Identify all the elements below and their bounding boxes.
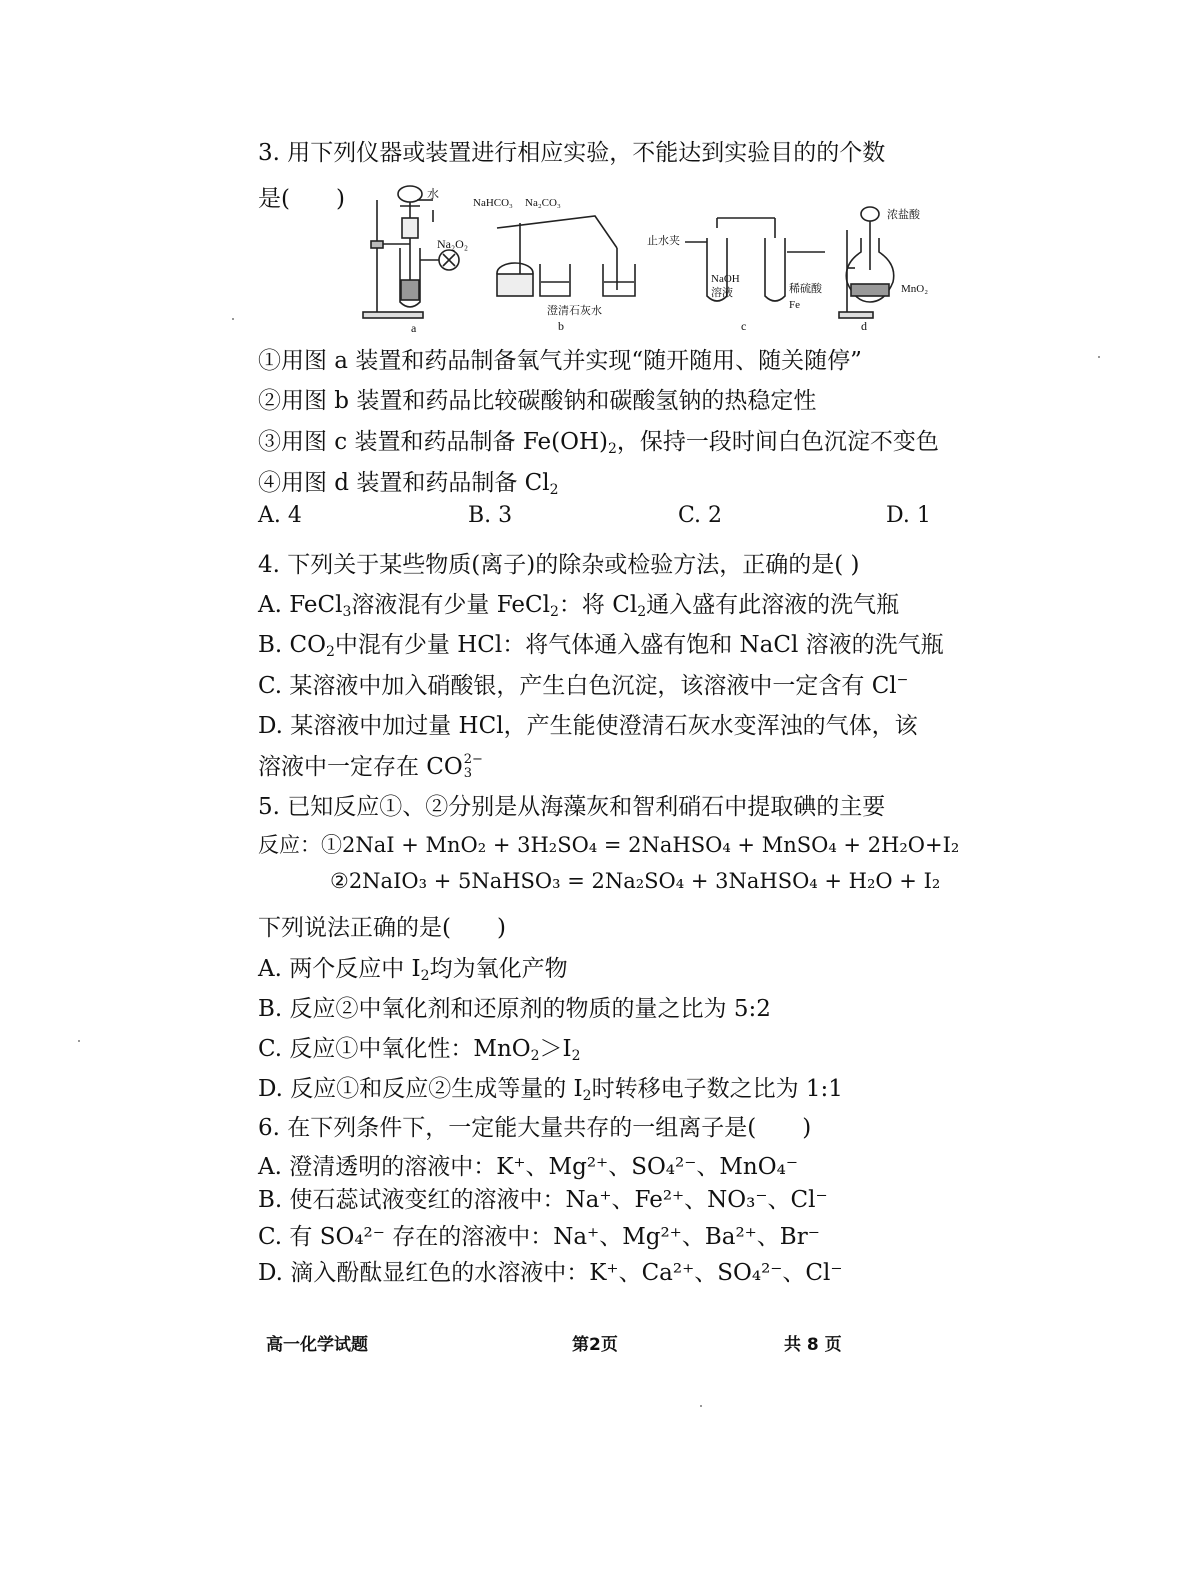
text: A. FeCl <box>258 592 343 618</box>
text: A. 两个反应中 I <box>258 956 421 982</box>
text: 时转移电子数之比为 1:1 <box>591 1076 843 1102</box>
text: 溶液中一定存在 CO <box>258 754 463 780</box>
text: ，保持一段时间白色沉淀不变色 <box>616 429 939 455</box>
text: 均为氧化产物 <box>429 956 568 982</box>
subscript: 2 <box>608 441 617 457</box>
label-na2o2: Na₂O₂ <box>437 237 469 251</box>
label-mno2: MnO₂ <box>901 283 929 295</box>
caption-d: d <box>861 319 867 333</box>
scan-speck <box>78 1040 80 1042</box>
subscript: 3 <box>463 766 473 781</box>
subscript: 2 <box>530 1048 540 1064</box>
q5-option-a <box>258 950 568 983</box>
apparatus-c <box>647 218 825 333</box>
subscript: 2 <box>549 482 559 498</box>
q6-option-a: A. 澄清透明的溶液中：K⁺、Mg²⁺、SO₄²⁻、MnO₄⁻ <box>258 1154 798 1180</box>
subscript: 2 <box>582 1088 592 1104</box>
scan-speck <box>232 318 234 320</box>
label-solution: 溶液 <box>711 287 733 299</box>
caption-b: b <box>558 319 564 333</box>
label-conc-hcl: 浓盐酸 <box>887 209 920 221</box>
scan-speck <box>700 1405 702 1407</box>
q4-stem: 4. 下列关于某些物质(离子)的除杂或检验方法，正确的是( ) <box>258 552 860 578</box>
q6-stem: 6. 在下列条件下，一定能大量共存的一组离子是( ) <box>258 1115 812 1141</box>
option-d: D. 1 <box>886 503 931 528</box>
q6-option-c: C. 有 SO₄²⁻ 存在的溶液中：Na⁺、Mg²⁺、Ba²⁺、Br⁻ <box>258 1224 820 1250</box>
q3-statement-2: ②用图 b 装置和药品比较碳酸钠和碳酸氢钠的热稳定性 <box>258 388 817 414</box>
subscript: 2 <box>325 644 335 660</box>
label-clamp: 止水夹 <box>647 235 680 247</box>
subscript: 2 <box>637 604 647 620</box>
q4-option-a <box>258 586 899 619</box>
superscript: − <box>896 672 909 688</box>
label-nahco3: NaHCO₃ <box>473 197 513 209</box>
label-water: 水 <box>427 187 440 201</box>
text: ④用图 d 装置和药品制备 Cl <box>258 470 550 496</box>
option-a: A. 4 <box>258 503 302 528</box>
apparatus-d <box>839 207 928 333</box>
text: C. 反应①中氧化性：MnO <box>258 1036 531 1062</box>
subscript: 2 <box>420 968 430 984</box>
superscript: 2− <box>463 752 483 767</box>
q3-statement-4 <box>258 464 559 497</box>
footer-subject: 高一化学试题 <box>266 1335 368 1355</box>
label-dilute-acid: 稀硫酸 <box>789 283 822 295</box>
q3-statement-1: ①用图 a 装置和药品制备氧气并实现“随开随用、随关随停” <box>258 348 862 374</box>
footer-total-pages: 共 8 页 <box>784 1335 842 1355</box>
q5-reaction-2: ②2NaIO₃ + 5NaHSO₃ = 2Na₂SO₄ + 3NaHSO₄ + H₂O + I₂ <box>330 869 941 893</box>
text: ：将 Cl <box>558 592 638 618</box>
text: ＞I <box>539 1036 572 1062</box>
sub-sup <box>463 752 483 781</box>
q5-option-d <box>258 1070 843 1103</box>
q5-reaction-1: 反应：①2NaI + MnO₂ + 3H₂SO₄ = 2NaHSO₄ + MnSO₄ + 2H₂O+I₂ <box>258 833 960 857</box>
text: 中混有少量 HCl：将气体通入盛有饱和 NaCl 溶液的洗气瓶 <box>334 632 944 658</box>
label-fe: Fe <box>789 299 800 311</box>
q5-option-b: B. 反应②中氧化剂和还原剂的物质的量之比为 5:2 <box>258 996 771 1022</box>
q5-question: 下列说法正确的是( ) <box>258 915 506 941</box>
caption-a: a <box>411 321 417 335</box>
q4-option-c <box>258 667 908 700</box>
q3-stem-line2: 是( ) <box>258 186 345 212</box>
label-naoh: NaOH <box>711 273 740 285</box>
label-na2co3: Na₂CO₃ <box>525 197 561 209</box>
text: B. CO <box>258 632 326 658</box>
apparatus-a <box>363 186 468 335</box>
text: ③用图 c 装置和药品制备 Fe(OH) <box>258 429 608 455</box>
q4-option-d-line1: D. 某溶液中加过量 HCl，产生能使澄清石灰水变浑浊的气体，该 <box>258 713 918 739</box>
text: D. 反应①和反应②生成等量的 I <box>258 1076 583 1102</box>
footer-page-number: 第2页 <box>572 1335 618 1355</box>
q5-option-c <box>258 1030 581 1063</box>
q4-option-b <box>258 626 944 659</box>
apparatus-figure <box>355 178 940 338</box>
apparatus-b <box>473 197 635 333</box>
label-limewater: 澄清石灰水 <box>547 305 602 317</box>
text: 溶液混有少量 FeCl <box>351 592 550 618</box>
subscript: 2 <box>571 1048 581 1064</box>
q3-stem-line1: 3. 用下列仪器或装置进行相应实验，不能达到实验目的的个数 <box>258 140 886 166</box>
text: C. 某溶液中加入硝酸银，产生白色沉淀，该溶液中一定含有 Cl <box>258 673 897 699</box>
subscript: 2 <box>550 604 559 620</box>
q6-option-d: D. 滴入酚酞显红色的水溶液中：K⁺、Ca²⁺、SO₄²⁻、Cl⁻ <box>258 1260 843 1286</box>
q3-statement-3 <box>258 423 939 456</box>
scan-speck <box>1098 356 1100 358</box>
text: 通入盛有此溶液的洗气瓶 <box>646 592 900 618</box>
option-b: B. 3 <box>468 503 513 528</box>
q6-option-b: B. 使石蕊试液变红的溶液中：Na⁺、Fe²⁺、NO₃⁻、Cl⁻ <box>258 1187 828 1213</box>
caption-c: c <box>741 319 747 333</box>
q3-options <box>258 503 934 533</box>
q5-stem-line1: 5. 已知反应①、②分别是从海藻灰和智利硝石中提取碘的主要 <box>258 794 886 820</box>
option-c: C. 2 <box>678 503 723 528</box>
subscript: 3 <box>342 604 352 620</box>
q4-option-d-line2 <box>258 748 483 781</box>
